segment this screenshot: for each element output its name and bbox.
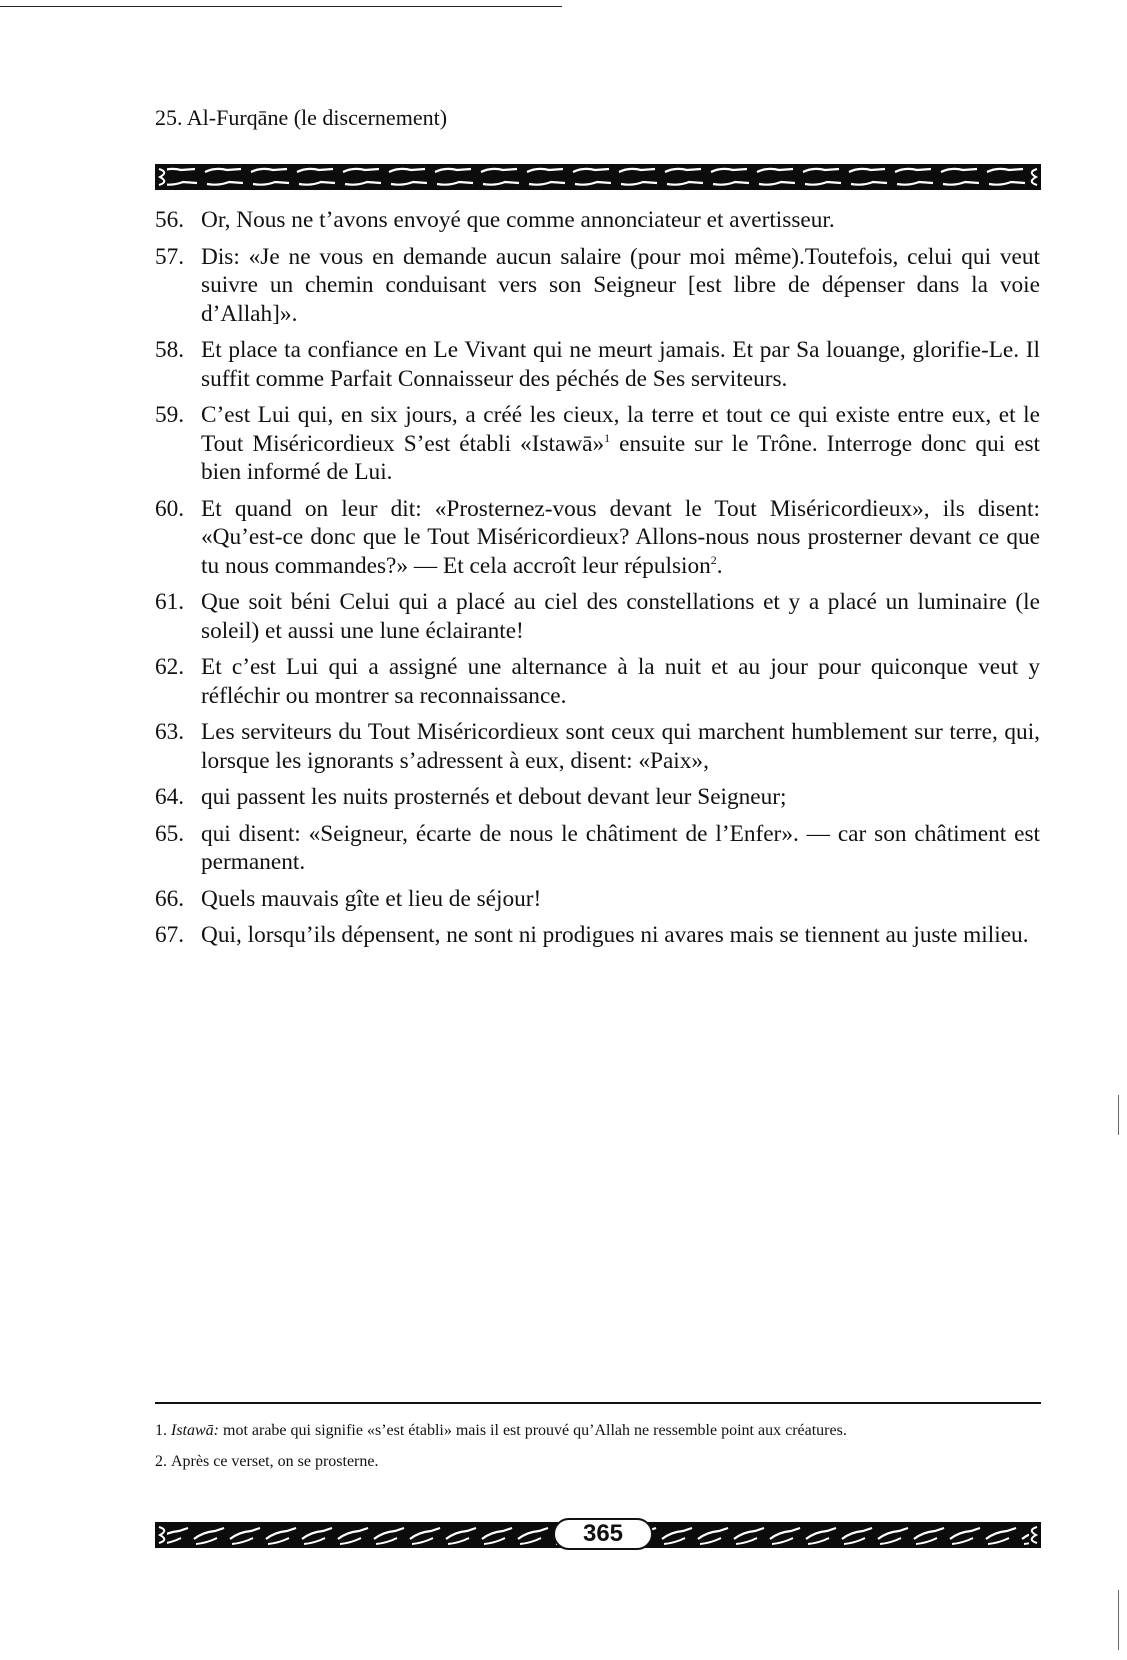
verse-number: 56. bbox=[155, 207, 185, 233]
verse-number: 64. bbox=[155, 784, 185, 810]
verse-65 bbox=[155, 820, 1040, 877]
verse-text: Et place ta confiance en Le Vivant qui ne meurt jamais. Et par Sa louange, glorifie-Le. Il suffit comme Parfait Connaisseur des péchés de Ses serviteurs. bbox=[201, 337, 1040, 392]
verse-number: 63. bbox=[155, 719, 185, 745]
footnote-1 bbox=[155, 1420, 1041, 1442]
verse-63 bbox=[155, 718, 1040, 775]
running-head: 25. Al-Furqāne (le discernement) bbox=[155, 105, 448, 130]
footnote-ref-1: 1 bbox=[604, 430, 611, 445]
verse-text: Et c’est Lui qui a assigné une alternance à la nuit et au jour pour quiconque veut y réfléchir ou montrer sa reconnaissance. bbox=[201, 654, 1040, 709]
verse-61 bbox=[155, 588, 1040, 645]
verse-62 bbox=[155, 653, 1040, 710]
verse-60 bbox=[155, 495, 1040, 581]
scan-edge-mark bbox=[1118, 1095, 1119, 1135]
verse-text: Qui, lorsqu’ils dépensent, ne sont ni prodigues ni avares mais se tiennent au juste milieu. bbox=[201, 922, 1029, 948]
footnote-list bbox=[155, 1420, 1041, 1482]
footnote-text: mot arabe qui signifie «s’est établi» mais il est prouvé qu’Allah ne ressemble point aux créatures. bbox=[219, 1422, 847, 1439]
verse-66 bbox=[155, 885, 1040, 914]
verse-number: 66. bbox=[155, 885, 185, 912]
verse-67 bbox=[155, 921, 1040, 950]
verse-58 bbox=[155, 336, 1040, 393]
verse-64 bbox=[155, 783, 1040, 812]
verse-56 bbox=[155, 206, 1040, 235]
footnote-2 bbox=[155, 1451, 1041, 1473]
verse-number: 59. bbox=[155, 402, 185, 428]
verse-number: 65. bbox=[155, 820, 185, 847]
footnote-term: Istawā: bbox=[171, 1422, 219, 1439]
verse-59 bbox=[155, 401, 1040, 487]
verse-list bbox=[155, 206, 1040, 958]
verse-number: 62. bbox=[155, 654, 185, 680]
verse-text bbox=[201, 401, 1040, 487]
verse-number: 58. bbox=[155, 337, 185, 363]
verse-text: qui disent: «Seigneur, écarte de nous le châtiment de l’Enfer». — car son châtiment est permanent. bbox=[201, 820, 1040, 875]
verse-number: 67. bbox=[155, 922, 185, 948]
verse-number: 61. bbox=[155, 589, 185, 615]
verse-text: qui passent les nuits prosternés et debout devant leur Seigneur; bbox=[201, 784, 787, 810]
verse-text-part: ensuite sur le Trône. Interroge donc qui est bien informé de Lui. bbox=[201, 430, 1040, 485]
verse-text-part: Et quand on leur dit: «Prosternez-vous devant le Tout Miséricordieux», ils disent: «Qu’est-ce donc que le Tout Miséricordieux? Allons-nous nous prosterner devant ce que tu nous commandes?» — Et cela accroît leur répulsion bbox=[201, 495, 1040, 579]
verse-text: Les serviteurs du Tout Miséricordieux sont ceux qui marchent humblement sur terre, qui, lorsque les ignorants s’adressent à eux, disent: «Paix», bbox=[201, 719, 1040, 774]
footnote-text: Après ce verset, on se prosterne. bbox=[171, 1453, 379, 1470]
page-number: 365 bbox=[553, 1518, 653, 1550]
footnote-number: 2. bbox=[155, 1453, 167, 1470]
verse-number: 57. bbox=[155, 243, 185, 270]
top-rule bbox=[0, 6, 562, 7]
verse-text: Dis: «Je ne vous en demande aucun salaire (pour moi même).Toutefois, celui qui veut suivre un chemin conduisant vers son Seigneur [est libre de dépenser dans la voie d’Allah]». bbox=[201, 243, 1040, 327]
verse-text-part: . bbox=[716, 552, 723, 579]
footnote-rule bbox=[155, 1402, 1041, 1404]
verse-number: 60. bbox=[155, 495, 185, 522]
verse-text: Quels mauvais gîte et lieu de séjour! bbox=[201, 885, 542, 912]
verse-text bbox=[201, 495, 1040, 581]
verse-text-part: C’est Lui qui, en six jours, a créé les cieux, la terre et tout ce qui existe entre eux, et le Tout Miséricordieux S’est établi «Istawā» bbox=[201, 402, 1040, 457]
scan-edge-mark bbox=[1118, 1590, 1119, 1650]
chain-ornament-icon bbox=[155, 164, 1041, 190]
verse-text: Or, Nous ne t’avons envoyé que comme annonciateur et avertisseur. bbox=[201, 207, 835, 233]
decorative-band-top bbox=[155, 164, 1041, 190]
verse-57 bbox=[155, 243, 1040, 329]
footnote-ref-2: 2 bbox=[710, 552, 717, 567]
footnote-number: 1. bbox=[155, 1422, 167, 1439]
verse-text: Que soit béni Celui qui a placé au ciel des constellations et y a placé un luminaire (le soleil) et aussi une lune éclairante! bbox=[201, 589, 1040, 644]
